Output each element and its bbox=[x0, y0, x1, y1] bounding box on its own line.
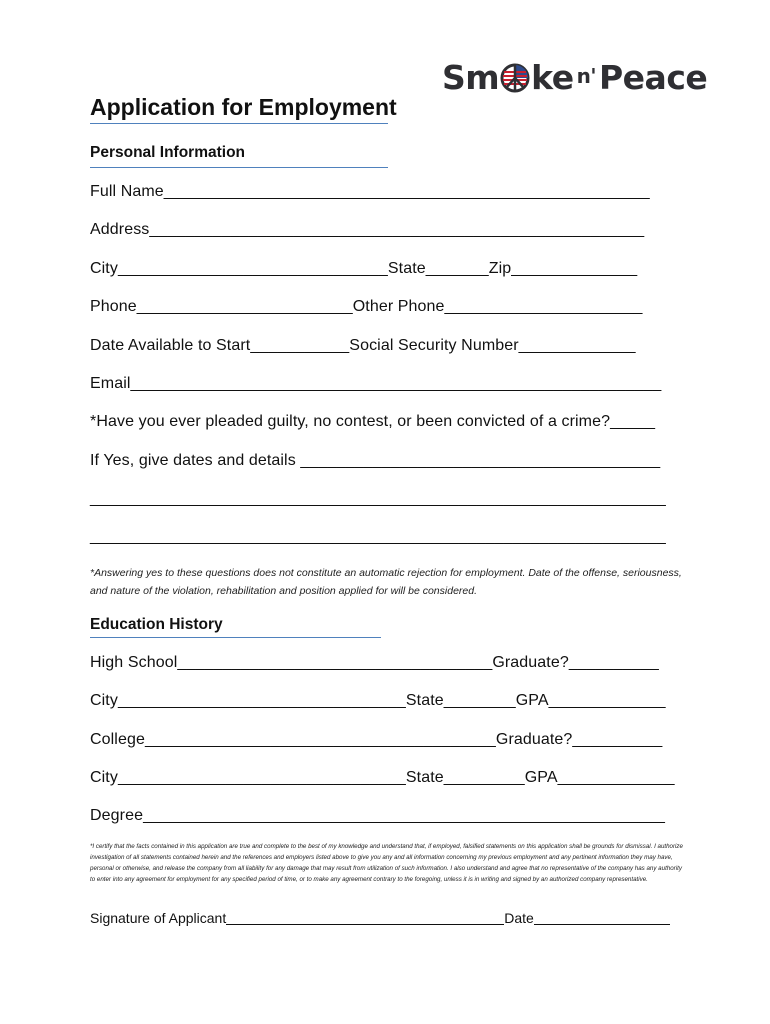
logo-text-1: Sm bbox=[442, 58, 500, 97]
if-yes-details-field[interactable]: If Yes, give dates and details ________________________________________ bbox=[90, 452, 661, 469]
education-history-heading: Education History bbox=[90, 616, 223, 633]
phone-field[interactable]: Phone________________________Other Phone______________________ bbox=[90, 298, 643, 315]
page-title: Application for Employment bbox=[90, 94, 397, 120]
answering-yes-note: *Answering yes to these questions does not constitute an automatic rejection for employment. Date of the offense, seriousness, and nature of the violation, rehabilitation and position applied for will be considered. bbox=[90, 567, 682, 597]
high-school-field[interactable]: High School___________________________________Graduate?__________ bbox=[90, 654, 659, 671]
signature-row bbox=[90, 910, 670, 926]
high-school-city-field[interactable]: City________________________________State________GPA_____________ bbox=[90, 692, 666, 709]
city-state-zip-field[interactable]: City______________________________State_______Zip______________ bbox=[90, 260, 638, 277]
college-city-field[interactable]: City________________________________State_________GPA_____________ bbox=[90, 769, 675, 786]
full-name-field[interactable]: Full Name______________________________________________________ bbox=[90, 183, 650, 200]
personal-information-heading: Personal Information bbox=[90, 144, 246, 161]
title-underline bbox=[90, 123, 388, 124]
details-blank-line-2[interactable]: ________________________________________________________________ bbox=[90, 528, 666, 545]
logo-text-2: ke bbox=[531, 58, 574, 97]
email-field[interactable]: Email___________________________________________________________ bbox=[90, 375, 662, 392]
education-heading-underline bbox=[90, 637, 381, 638]
address-field[interactable]: Address_______________________________________________________ bbox=[90, 221, 645, 238]
date-ssn-field[interactable]: Date Available to Start___________Social Security Number_____________ bbox=[90, 337, 636, 354]
logo-text-3: n' bbox=[576, 64, 596, 88]
degree-field[interactable]: Degree__________________________________________________________ bbox=[90, 807, 665, 824]
company-logo bbox=[442, 56, 714, 106]
crime-question-field[interactable]: *Have you ever pleaded guilty, no contest, or been convicted of a crime?_____ bbox=[90, 413, 656, 430]
date-line[interactable] bbox=[534, 910, 670, 925]
certification-statement: *I certify that the facts contained in this application are true and complete to the best of my knowledge and understand that, if employed, falsified statements on this application shall be grounds for dismissal. I authorize investigation of all statements contained herein and the references and employers listed above to give you any and all information concerning my previous employment and any pertinent information they may have, personal or otherwise, and release the company from all liability for any damage that may result from utilization of such information. I also understand and agree that no representative of the company has any authority to enter into any agreement for employment for any specified period of time, or to make any agreement contrary to the foregoing, unless it is in writing and signed by an authorized company representative. bbox=[90, 843, 683, 883]
peace-sign-icon bbox=[500, 63, 530, 93]
personal-heading-underline bbox=[90, 167, 388, 168]
date-label: Date bbox=[504, 910, 534, 926]
college-field[interactable]: College_______________________________________Graduate?__________ bbox=[90, 731, 663, 748]
details-blank-line-1[interactable]: ________________________________________________________________ bbox=[90, 490, 666, 507]
logo-text-4: Peace bbox=[598, 58, 708, 97]
signature-line[interactable] bbox=[226, 910, 504, 925]
signature-label: Signature of Applicant bbox=[90, 910, 227, 926]
